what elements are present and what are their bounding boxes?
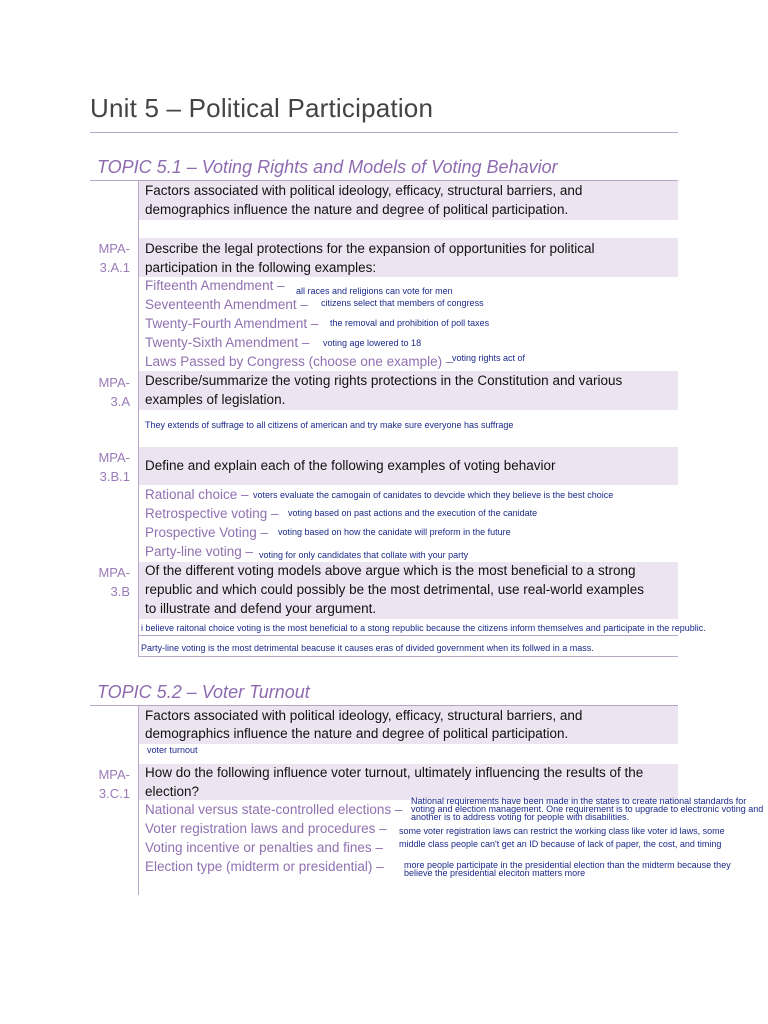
topic-5-2-intro-answer[interactable]: voter turnout [147, 745, 198, 755]
mpa-3a-prompt-line1: Describe/summarize the voting rights protections in the Constitution and various [145, 373, 623, 388]
prospective-voting-label: Prospective Voting – [145, 525, 269, 540]
mpa-3b-answer-2[interactable]: Party-line voting is the most detrimental beacuse it causes eras of divided government when its follwed in a mass. [141, 643, 594, 653]
twenty-fourth-amendment-label: Twenty-Fourth Amendment – [145, 316, 319, 331]
voter-registration-laws-label: Voter registration laws and procedures – [145, 821, 387, 836]
topic-5-2-intro-line1: Factors associated with political ideology, efficacy, structural barriers, and [145, 708, 583, 723]
mpa-3c1-code: MPA-3.C.1 [98, 767, 130, 801]
voting-incentive-penalties-label: Voting incentive or penalties and fines – [145, 840, 383, 855]
mpa-3a1-prompt-line2: participation in the following examples: [145, 260, 377, 275]
page-title: Unit 5 – Political Participation [90, 93, 434, 123]
mpa-3a-answer[interactable]: They extends of suffrage to all citizens of american and try make sure everyone has suffrage [145, 420, 514, 430]
mpa-3b-prompt-line3: to illustrate and defend your argument. [145, 601, 377, 616]
mpa-3a-prompt-line2: examples of legislation. [145, 392, 286, 407]
seventeenth-amendment-answer[interactable]: citizens select that members of congress [321, 298, 484, 308]
mpa-3c1-prompt-line2: election? [145, 784, 200, 799]
laws-passed-by-congress-label: Laws Passed by Congress (choose one example) – [145, 354, 454, 369]
voting-incentive-penalties-answer[interactable]: middle class people can't get an ID because of lack of paper, the cost, and timing [399, 839, 722, 849]
laws-passed-by-congress-answer[interactable]: voting rights act of [452, 353, 526, 363]
retrospective-voting-label: Retrospective voting – [145, 506, 279, 521]
election-type-answer[interactable]: more people participate in the presidential election than the midterm because they believe the presidential eleciton matters more [404, 860, 731, 878]
fifteenth-amendment-answer[interactable]: all races and religions can vote for men [296, 286, 453, 296]
rational-choice-label: Rational choice – [145, 487, 249, 502]
mpa-3a1-prompt-line1: Describe the legal protections for the expansion of opportunities for political [145, 241, 595, 256]
answer-rule [139, 635, 678, 636]
topic-5-1-intro-line2: demographics influence the nature and degree of political participation. [145, 202, 569, 217]
mpa-3b-answer-1[interactable]: i believe raitonal choice voting is the most beneficial to a stong republic because the citizens inform themselves and participate in the republic. [141, 623, 706, 633]
topic-5-2-intro-line2: demographics influence the nature and degree of political participation. [145, 726, 569, 741]
mpa-3a1-code: MPA-3.A.1 [98, 241, 130, 275]
rational-choice-answer[interactable]: voters evaluate the camogain of canidates to devcide which they believe is the best choice [253, 490, 614, 500]
title-divider [90, 132, 678, 133]
topic-5-1-intro-line1: Factors associated with political ideology, efficacy, structural barriers, and [145, 183, 583, 198]
mpa-3b-code: MPA-3.B [98, 565, 130, 599]
election-type-label: Election type (midterm or presidential) – [145, 859, 384, 874]
mpa-3a-code: MPA-3.A [98, 375, 130, 409]
topic-5-1-heading: TOPIC 5.1 – Voting Rights and Models of Voting Behavior [97, 157, 558, 177]
national-vs-state-elections-label: National versus state-controlled elections – [145, 802, 403, 817]
mpa-3b1-code: MPA-3.B.1 [98, 450, 130, 484]
party-line-voting-label: Party-line voting – [145, 544, 254, 559]
national-vs-state-elections-answer[interactable]: National requirements have been made in the states to create national standards for voting and election management. One requirement is to upgrade to electronic voting and another is to address voting for people with disabilities. [411, 796, 764, 822]
party-line-voting-answer[interactable]: voting for only candidates that collate with your party [259, 550, 469, 560]
mpa-3b-prompt-line1: Of the different voting models above argue which is the most beneficial to a strong [145, 563, 636, 578]
voter-registration-laws-answer[interactable]: some voter registration laws can restrict the working class like voter id laws, some [399, 826, 725, 836]
mpa-3b-prompt-line2: republic and which could possibly be the most detrimental, use real-world examples [145, 582, 644, 597]
prospective-voting-answer[interactable]: voting based on how the canidate will preform in the future [278, 527, 511, 537]
topic-5-2-heading: TOPIC 5.2 – Voter Turnout [97, 682, 310, 702]
topic-5-1-bottom-rule [139, 656, 678, 657]
fifteenth-amendment-label: Fifteenth Amendment – [145, 278, 285, 293]
seventeenth-amendment-label: Seventeenth Amendment – [145, 297, 308, 312]
retrospective-voting-answer[interactable]: voting based on past actions and the execution of the canidate [288, 508, 538, 518]
mpa-3b1-prompt: Define and explain each of the following examples of voting behavior [145, 458, 556, 473]
mpa-3c1-prompt-line1: How do the following influence voter turnout, ultimately influencing the results of the [145, 765, 644, 780]
twenty-sixth-amendment-answer[interactable]: voting age lowered to 18 [323, 338, 422, 348]
twenty-fourth-amendment-answer[interactable]: the removal and prohibition of poll taxes [330, 318, 490, 328]
twenty-sixth-amendment-label: Twenty-Sixth Amendment – [145, 335, 310, 350]
